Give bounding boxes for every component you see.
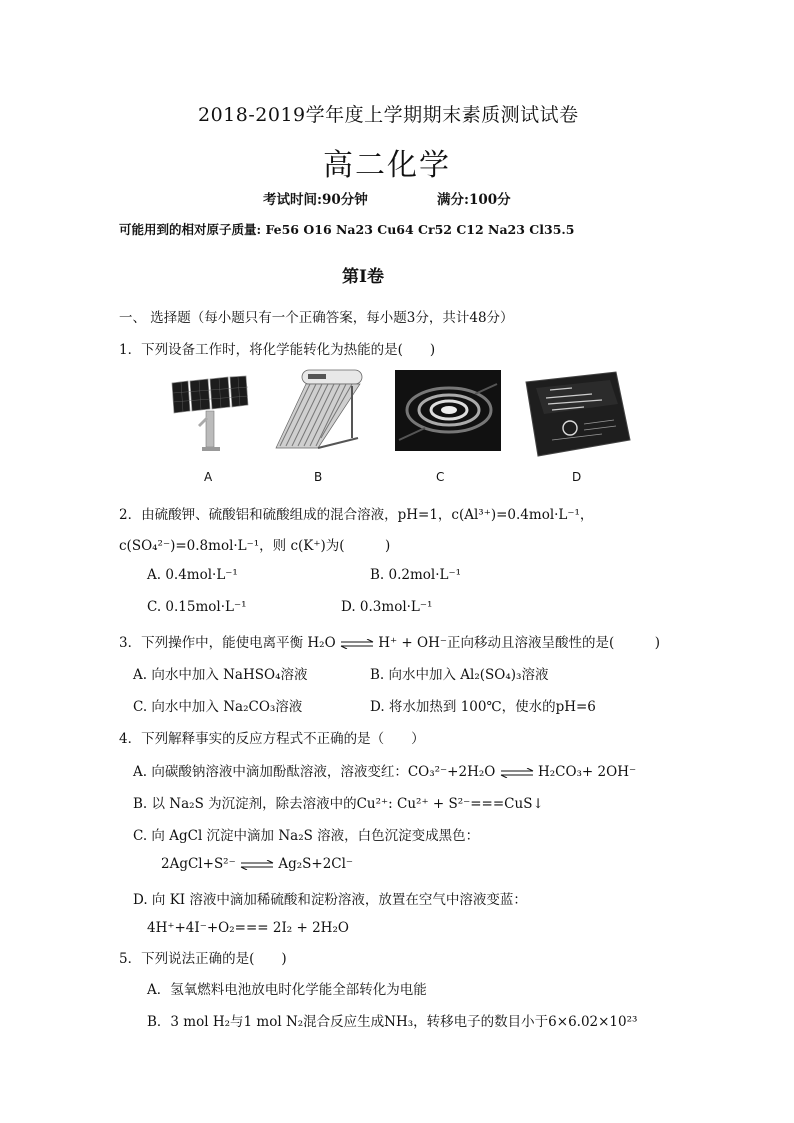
q3-option-b: B. 向水中加入 Al₂(SO₄)₃溶液 (370, 667, 549, 683)
q4-option-a-text: A. 向碳酸钠溶液中滴加酚酞溶液，溶液变红：CO₃²⁻+2H₂O (133, 764, 496, 780)
q1-label-d: D (572, 470, 582, 484)
equilibrium-arrow-icon (500, 768, 534, 778)
q4-option-d-equation: 4H⁺+4I⁻+O₂=== 2I₂ + 2H₂O (147, 920, 349, 936)
q2-option-a: A. 0.4mol·L⁻¹ (147, 567, 238, 583)
q2-stem-text: 2．由硫酸钾、硫酸铝和硫酸组成的混合溶液，pH=1， (119, 507, 452, 523)
q4-option-a (133, 760, 636, 780)
q4-option-c-equation (161, 856, 353, 872)
q4-c-products: Ag₂S+2Cl⁻ (278, 856, 354, 872)
q4-option-c: C. 向 AgCl 沉淀中滴加 Na₂S 溶液，白色沉淀变成黑色： (133, 828, 480, 844)
q4-c-reactants: 2AgCl+S²⁻ (161, 856, 236, 872)
q5-option-a: A．氢氧燃料电池放电时化学能全部转化为电能 (147, 982, 427, 998)
volume-heading: 第Ⅰ卷 (342, 267, 384, 287)
q3-stem-text: 3．下列操作中，能使电离平衡 H₂O (119, 635, 336, 651)
q2-option-c: C. 0.15mol·L⁻¹ (147, 599, 247, 615)
q3-stem-rest: H⁺ + OH⁻正向移动且溶液呈酸性的是( ) (378, 635, 661, 651)
q3-option-a: A. 向水中加入 NaHSO₄溶液 (133, 667, 308, 683)
q2-option-b: B. 0.2mol·L⁻¹ (370, 567, 462, 583)
solar-water-heater-image (272, 368, 366, 454)
q2-al-concentration: c(Al³⁺)=0.4mol·L⁻¹， (451, 507, 594, 523)
exam-title: 2018-2019学年度上学期期末素质测试试卷 (198, 104, 579, 126)
equilibrium-arrow-icon (340, 639, 374, 649)
q2-option-d: D. 0.3mol·L⁻¹ (341, 599, 433, 615)
q3-stem (119, 631, 660, 651)
battery-image (522, 370, 634, 458)
q1-label-c: C (436, 470, 445, 484)
atomic-mass-line: 可能用到的相对原子质量: Fe56 O16 Na23 Cu64 Cr52 C12 Na23 Cl35.5 (119, 222, 575, 237)
full-score: 满分:100分 (437, 192, 511, 208)
exam-time: 考试时间:90分钟 (263, 192, 368, 208)
q2-stem-c: c(SO₄²⁻)=0.8mol·L⁻¹，则 c(K⁺)为( ) (119, 538, 391, 554)
section-heading: 一、 选择题（每小题只有一个正确答案，每小题3分，共计48分） (119, 310, 514, 326)
q4-option-a-product: H₂CO₃+ 2OH⁻ (537, 764, 637, 780)
q5-option-b: B．3 mol H₂与1 mol N₂混合反应生成NH₃，转移电子的数目小于6×6.02×10²³ (147, 1014, 638, 1030)
q4-stem: 4．下列解释事实的反应方程式不正确的是（ ） (119, 731, 425, 747)
q4-option-b: B. 以 Na₂S 为沉淀剂，除去溶液中的Cu²⁺: Cu²⁺ + S²⁻===CuS↓ (133, 796, 544, 812)
q3-option-c: C. 向水中加入 Na₂CO₃溶液 (133, 699, 303, 715)
subject-title: 高二化学 (323, 148, 451, 183)
q1-label-b: B (314, 470, 323, 484)
q4-option-d: D. 向 KI 溶液中滴加稀硫酸和淀粉溶液，放置在空气中溶液变蓝： (133, 892, 527, 908)
solar-panel-image (168, 375, 253, 455)
equilibrium-arrow-icon (240, 860, 274, 870)
q1-stem: 1．下列设备工作时，将化学能转化为热能的是( ) (119, 342, 436, 358)
q1-label-a: A (204, 470, 213, 484)
q2-stem-a (119, 503, 593, 523)
q5-stem: 5．下列说法正确的是( ) (119, 951, 287, 967)
gas-stove-burner-image (395, 370, 501, 451)
q3-option-d: D. 将水加热到 100℃，使水的pH=6 (370, 699, 596, 715)
